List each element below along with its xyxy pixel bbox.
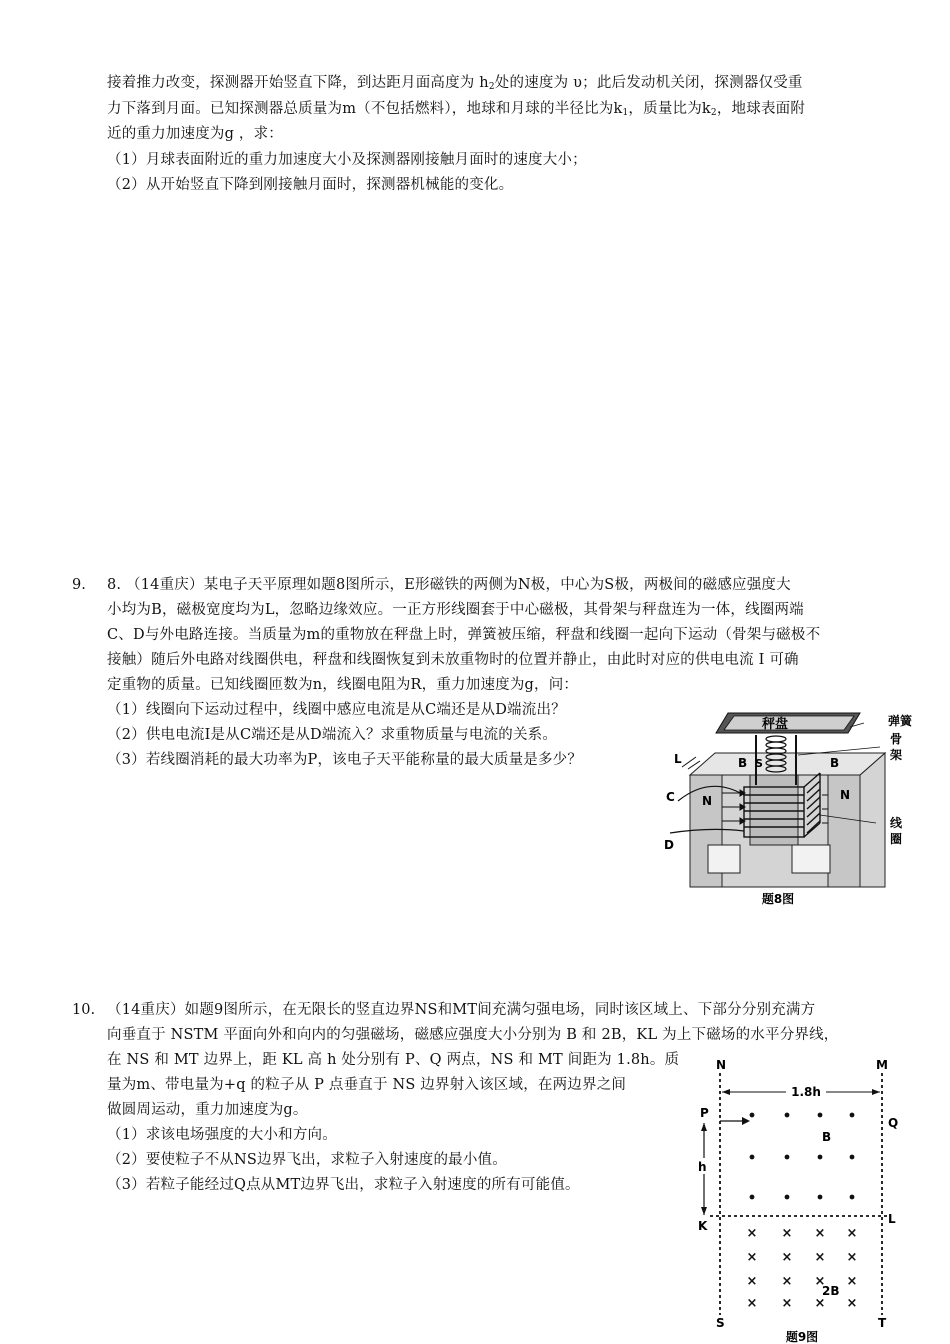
point-l-label: L — [888, 1212, 896, 1226]
problem-9-question-1: （1）线圈向下运动过程中，线圈中感应电流是从C端还是从D端流出？ — [107, 702, 566, 718]
intro-line-2: 力下落到月面。已知探测器总质量为m（不包括燃料），地球和月球的半径比为$k_1$，质量比为$k_2$，地球表面附 — [107, 101, 806, 118]
point-p-label: P — [700, 1106, 709, 1120]
problem-9-line-1: 8. （14重庆）某电子天平原理如题8图所示，E形磁铁的两侧为N极，中心为S极，两极间的磁感应强度大 — [107, 577, 791, 593]
problem-9-number: 9. — [72, 577, 86, 593]
problem-9-question-2: （2）供电电流I是从C端还是从D端流入？求重物质量与电流的关系。 — [107, 727, 558, 743]
pole-s-label: S — [755, 757, 763, 770]
field-b-left-label: B — [738, 756, 748, 770]
svg-text:×: × — [814, 1274, 826, 1289]
svg-text:×: × — [746, 1250, 758, 1265]
svg-text:×: × — [781, 1296, 793, 1311]
intro-line-1: 接着推力改变，探测器开始竖直下降，到达距月面高度为 $h_2$处的速度为 υ；此后发动机关闭，探测器仅受重 — [107, 75, 803, 92]
svg-text:×: × — [781, 1250, 793, 1265]
problem-10-number: 10. — [72, 1002, 96, 1018]
problem-9-line-3: C、D与外电路连接。当质量为m的重物放在秤盘上时，弹簧被压缩，秤盘和线圈一起向下运动（骨架与磁极不 — [107, 627, 821, 643]
problem-9-question-3: （3）若线圈消耗的最大功率为P，该电子天平能称量的最大质量是多少？ — [107, 752, 583, 768]
problem-10-line-4: 量为m、带电量为+q 的粒子从 P 点垂直于 NS 边界射入该区域，在两边界之间 — [107, 1077, 627, 1093]
coil-label-2: 圈 — [890, 832, 903, 846]
boundary-m-label: M — [876, 1058, 888, 1072]
pole-width-label: L — [674, 752, 682, 766]
boundary-n-label: N — [716, 1058, 727, 1072]
figure-8-caption: 题8图 — [761, 892, 795, 906]
problem-10-question-1: （1）求该电场强度的大小和方向。 — [107, 1127, 337, 1143]
terminal-c-label: C — [666, 790, 675, 804]
intro-question-2: （2）从开始竖直下降到刚接触月面时，探测器机械能的变化。 — [107, 177, 514, 193]
point-q-label: Q — [888, 1116, 899, 1130]
svg-text:×: × — [846, 1274, 858, 1289]
boundary-s-label: S — [716, 1316, 725, 1330]
problem-9-line-2: 小均为B，磁极宽度均为L，忽略边缘效应。一正方形线圈套于中心磁极，其骨架与秤盘连为一体，线圈两端 — [107, 602, 804, 618]
pan-label: 秤盘 — [761, 717, 789, 732]
frame-label-1: 骨 — [890, 732, 903, 746]
coil-label-1: 线 — [890, 816, 903, 830]
spring-label: 弹簧 — [888, 714, 913, 728]
field-b-right-label: B — [830, 756, 840, 770]
pole-n-right-label: N — [840, 788, 851, 802]
svg-text:×: × — [746, 1274, 758, 1289]
problem-10-line-2: 向垂直于 NSTM 平面向外和向内的匀强磁场，磁感应强度大小分别为 B 和 2B，KL 为上下磁场的水平分界线， — [107, 1027, 839, 1043]
field-b-label: B — [822, 1130, 832, 1144]
svg-text:×: × — [814, 1250, 826, 1265]
problem-10-line-5: 做圆周运动，重力加速度为g。 — [107, 1102, 308, 1118]
svg-text:×: × — [846, 1296, 858, 1311]
width-1-8h-label: 1.8h — [791, 1085, 821, 1099]
pole-n-left-label: N — [702, 794, 713, 808]
svg-text:×: × — [746, 1226, 758, 1241]
svg-text:×: × — [781, 1226, 793, 1241]
boundary-t-label: T — [878, 1316, 887, 1330]
field-2b-label: 2B — [822, 1284, 840, 1298]
figure-8-electronic-balance — [660, 705, 915, 910]
svg-text:×: × — [846, 1226, 858, 1241]
intro-line-3: 近的重力加速度为g ，求： — [107, 126, 283, 142]
svg-text:×: × — [814, 1296, 826, 1311]
problem-10-line-3: 在 NS 和 MT 边界上，距 KL 高 h 处分别有 P、Q 两点，NS 和 MT 间距为 1.8h。质 — [107, 1052, 680, 1068]
height-h-label: h — [698, 1160, 707, 1174]
svg-text:×: × — [781, 1274, 793, 1289]
intro-question-1: （1）月球表面附近的重力加速度大小及探测器刚接触月面时的速度大小； — [107, 152, 587, 168]
figure-9-caption: 题9图 — [785, 1330, 819, 1344]
svg-text:×: × — [814, 1226, 826, 1241]
svg-text:×: × — [846, 1250, 858, 1265]
problem-10-question-3: （3）若粒子能经过Q点从MT边界飞出，求粒子入射速度的所有可能值。 — [107, 1177, 580, 1193]
problem-9-line-4: 接触）随后外电路对线圈供电，秤盘和线圈恢复到未放重物时的位置并静止，由此时对应的供电电流 I 可确 — [107, 652, 799, 668]
problem-9-line-5: 定重物的质量。已知线圈匝数为n，线圈电阻为R，重力加速度为g，问： — [107, 677, 579, 693]
problem-10-question-2: （2）要使粒子不从NS边界飞出，求粒子入射速度的最小值。 — [107, 1152, 507, 1168]
problem-10-line-1: （14重庆）如题9图所示，在无限长的竖直边界NS和MT间充满匀强电场，同时该区域上、下部分分别充满方 — [107, 1002, 816, 1018]
point-k-label: K — [698, 1219, 708, 1233]
frame-label-2: 架 — [890, 748, 903, 762]
figure-9-field-region — [690, 1055, 915, 1344]
terminal-d-label: D — [664, 838, 674, 852]
svg-text:×: × — [746, 1296, 758, 1311]
